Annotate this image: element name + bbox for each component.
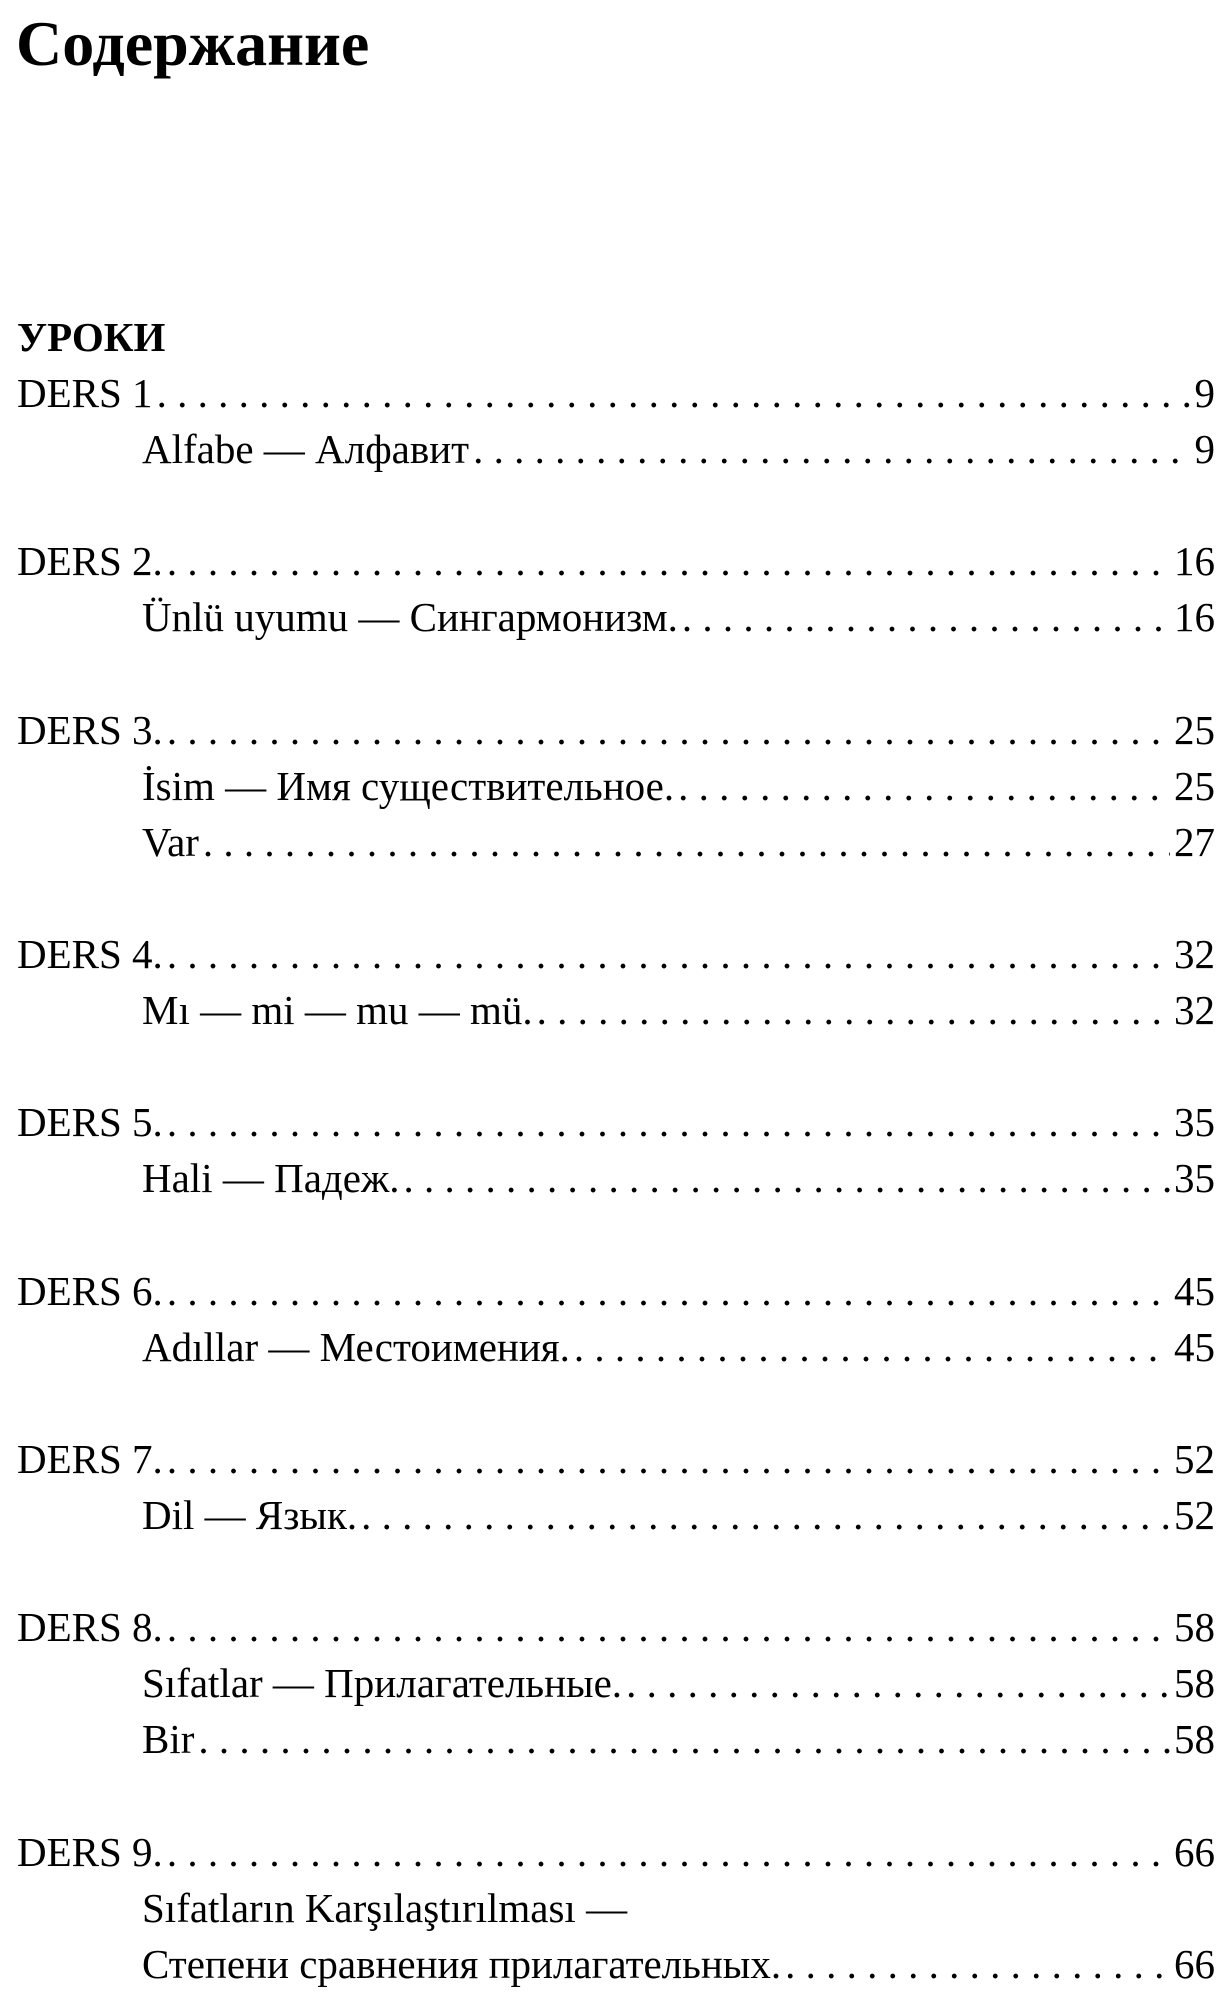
dot-leader bbox=[167, 533, 1170, 589]
spacer bbox=[17, 1767, 1215, 1823]
dot-leader bbox=[678, 758, 1170, 814]
toc-topic-entry[interactable] bbox=[17, 1150, 1215, 1206]
entry-label-line1: Sıfatların Karşılaştırılması — bbox=[142, 1884, 628, 1931]
toc-topic-entry[interactable] bbox=[17, 814, 1215, 870]
page-number: 66 bbox=[1174, 1940, 1215, 1987]
toc-lesson-entry[interactable] bbox=[17, 702, 1215, 758]
toc-lesson-entry[interactable] bbox=[17, 1094, 1215, 1150]
entry-label: DERS 6. bbox=[17, 1267, 163, 1314]
toc-topic-entry[interactable] bbox=[17, 1711, 1215, 1767]
entry-label: DERS 8. bbox=[17, 1604, 163, 1651]
toc-topic-entry[interactable] bbox=[17, 421, 1215, 477]
dot-leader bbox=[157, 365, 1191, 421]
entry-label: Hali — Падеж. bbox=[142, 1155, 400, 1202]
dot-leader bbox=[537, 982, 1170, 1038]
page-number: 58 bbox=[1174, 1716, 1215, 1763]
toc-topic-entry[interactable] bbox=[17, 1487, 1215, 1543]
dot-leader bbox=[198, 1711, 1170, 1767]
entry-label: DERS 2. bbox=[17, 538, 163, 585]
toc-lesson-entry[interactable] bbox=[17, 1263, 1215, 1319]
entry-label: DERS 7. bbox=[17, 1435, 163, 1482]
spacer bbox=[17, 1375, 1215, 1431]
toc-topic-entry[interactable] bbox=[17, 1936, 1215, 1992]
page-number: 35 bbox=[1174, 1099, 1215, 1146]
spacer bbox=[17, 1038, 1215, 1094]
toc-topic-entry[interactable] bbox=[17, 982, 1215, 1038]
toc-topic-entry[interactable] bbox=[17, 1655, 1215, 1711]
page-number: 16 bbox=[1174, 538, 1215, 585]
page-number: 32 bbox=[1174, 931, 1215, 978]
page-number: 9 bbox=[1194, 370, 1215, 417]
spacer bbox=[17, 1207, 1215, 1263]
page-number: 27 bbox=[1174, 818, 1215, 865]
toc-topic-entry[interactable] bbox=[17, 758, 1215, 814]
dot-leader bbox=[167, 1431, 1170, 1487]
section-heading: УРОКИ bbox=[17, 314, 166, 360]
entry-label: Var bbox=[142, 818, 199, 865]
dot-leader bbox=[626, 1655, 1170, 1711]
page-number: 58 bbox=[1174, 1660, 1215, 1707]
page-number: 45 bbox=[1174, 1323, 1215, 1370]
dot-leader bbox=[167, 1263, 1170, 1319]
page-number: 9 bbox=[1194, 426, 1215, 473]
entry-label: Mı — mi — mu — mü. bbox=[142, 987, 533, 1034]
dot-leader bbox=[167, 926, 1170, 982]
dot-leader bbox=[361, 1487, 1170, 1543]
toc-lesson-entry[interactable] bbox=[17, 926, 1215, 982]
table-of-contents bbox=[17, 309, 1215, 1992]
toc-lesson-entry[interactable] bbox=[17, 533, 1215, 589]
entry-label: DERS 9. bbox=[17, 1828, 163, 1875]
entry-label: Sıfatlar — Прилагательные. bbox=[142, 1660, 623, 1707]
entry-label: Степени сравнения прилагательных. bbox=[142, 1940, 782, 1987]
page-number: 32 bbox=[1174, 987, 1215, 1034]
entry-label: DERS 5. bbox=[17, 1099, 163, 1146]
dot-leader bbox=[203, 814, 1170, 870]
dot-leader bbox=[473, 421, 1190, 477]
toc-lesson-entry[interactable] bbox=[17, 1824, 1215, 1880]
entry-label: Dil — Язык. bbox=[142, 1491, 358, 1538]
toc-lesson-entry[interactable] bbox=[17, 1599, 1215, 1655]
page-number: 35 bbox=[1174, 1155, 1215, 1202]
entry-label: İsim — Имя существительное. bbox=[142, 762, 675, 809]
entry-label: Adıllar — Местоимения. bbox=[142, 1323, 570, 1370]
page-number: 25 bbox=[1174, 762, 1215, 809]
dot-leader bbox=[785, 1936, 1170, 1992]
page-title: Содержание bbox=[16, 8, 370, 79]
dot-leader bbox=[167, 1824, 1170, 1880]
entry-label: DERS 1 bbox=[17, 370, 153, 417]
page-number: 25 bbox=[1174, 706, 1215, 753]
dot-leader bbox=[682, 589, 1170, 645]
dot-leader bbox=[167, 1599, 1170, 1655]
toc-lesson-entry[interactable] bbox=[17, 365, 1215, 421]
entry-label: DERS 4. bbox=[17, 931, 163, 978]
dot-leader bbox=[167, 1094, 1170, 1150]
spacer bbox=[17, 1543, 1215, 1599]
toc-topic-entry[interactable] bbox=[17, 1319, 1215, 1375]
dot-leader bbox=[167, 702, 1170, 758]
spacer bbox=[17, 646, 1215, 702]
page-number: 16 bbox=[1174, 594, 1215, 641]
spacer bbox=[17, 477, 1215, 533]
dot-leader bbox=[574, 1319, 1170, 1375]
entry-label: Ünlü uyumu — Сингармонизм. bbox=[142, 594, 678, 641]
toc-lesson-entry[interactable] bbox=[17, 1431, 1215, 1487]
toc-topic-entry[interactable] bbox=[17, 589, 1215, 645]
spacer bbox=[17, 870, 1215, 926]
page-number: 52 bbox=[1174, 1491, 1215, 1538]
page-number: 66 bbox=[1174, 1828, 1215, 1875]
page-number: 58 bbox=[1174, 1604, 1215, 1651]
page-number: 45 bbox=[1174, 1267, 1215, 1314]
dot-leader bbox=[404, 1150, 1170, 1206]
page-number: 52 bbox=[1174, 1435, 1215, 1482]
entry-label: Alfabe — Алфавит bbox=[142, 426, 470, 473]
entry-label: DERS 3. bbox=[17, 706, 163, 753]
entry-label: Bir bbox=[142, 1716, 195, 1763]
